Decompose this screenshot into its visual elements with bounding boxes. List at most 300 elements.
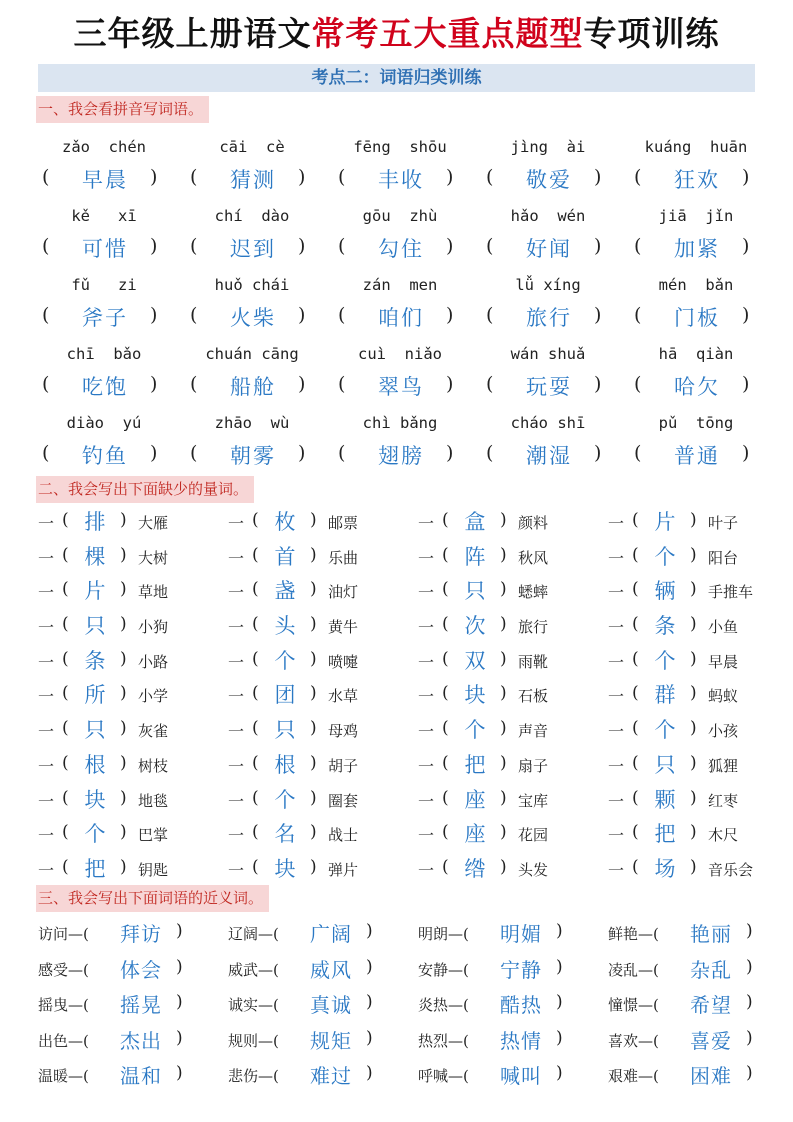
answer-word: 翠鸟 (378, 375, 424, 399)
measure-word-noun: 红枣 (708, 791, 739, 810)
measure-word-answer[interactable]: 群 (654, 683, 676, 708)
measure-word-row (38, 852, 778, 887)
synonym-prompt: 热烈—( (418, 1031, 469, 1050)
answer-box[interactable] (30, 164, 178, 194)
synonym-prompt: 摇曳—( (38, 996, 89, 1014)
synonym-answer[interactable]: 杰出 (120, 1028, 162, 1053)
synonym-answer[interactable]: 酷热 (500, 993, 542, 1017)
synonym-row (38, 987, 778, 1023)
synonym-answer[interactable]: 摇晃 (120, 993, 162, 1017)
answer-word: 斧子 (82, 306, 128, 330)
measure-word-answer[interactable]: 颗 (654, 787, 676, 812)
paren-right: ) (120, 544, 127, 565)
paren-left: ( (632, 648, 639, 669)
synonym-item (228, 1058, 418, 1093)
pinyin-text: zán men (362, 276, 438, 294)
measure-word-answer[interactable]: 个 (654, 648, 676, 673)
paren-left: ( (442, 683, 449, 704)
answer-box[interactable] (474, 233, 622, 263)
paren-right: ) (556, 1063, 563, 1083)
measure-prefix: 一 (38, 652, 55, 672)
synonym-item (418, 1023, 608, 1058)
paren-right: ) (176, 956, 183, 977)
answer-box[interactable] (326, 164, 474, 194)
measure-word-item (38, 609, 228, 643)
paren-left: ( (252, 614, 259, 635)
measure-word-noun: 早晨 (708, 652, 739, 671)
measure-word-noun: 小学 (138, 687, 169, 706)
synonym-answer[interactable]: 真诚 (310, 993, 352, 1017)
measure-word-noun: 叶子 (708, 514, 739, 532)
paren-right: ) (594, 166, 602, 188)
synonym-answer[interactable]: 广阔 (310, 922, 352, 946)
measure-word-answer[interactable]: 棵 (84, 544, 106, 569)
paren-left: ( (442, 648, 449, 669)
paren-right: ) (120, 614, 127, 635)
measure-word-item (228, 817, 418, 851)
pinyin-text: zhāo wù (214, 414, 290, 432)
synonym-prompt: 辽阔—( (228, 925, 279, 943)
answer-word: 旅行 (526, 306, 572, 330)
paren-right: ) (120, 683, 127, 704)
measure-word-row (38, 748, 778, 783)
measure-word-answer[interactable]: 个 (84, 822, 106, 847)
paren-right: ) (150, 304, 158, 326)
synonym-prompt: 安静—( (418, 960, 469, 979)
measure-word-item (228, 852, 418, 886)
paren-right: ) (500, 787, 507, 808)
measure-prefix: 一 (228, 791, 245, 811)
paren-right: ) (310, 822, 317, 843)
answer-box[interactable] (30, 233, 178, 263)
paren-left: ( (252, 683, 259, 704)
answer-word: 迟到 (230, 237, 276, 261)
section-heading-pinyin: 一、我会看拼音写词语。 (36, 96, 209, 123)
paren-left: ( (632, 579, 639, 600)
pinyin-item (30, 130, 178, 199)
measure-word-item (38, 748, 228, 782)
synonym-grid (38, 916, 778, 1094)
measure-word-answer[interactable]: 块 (464, 683, 486, 708)
measure-word-item (608, 678, 793, 712)
measure-prefix: 一 (418, 583, 435, 603)
measure-prefix: 一 (608, 514, 625, 533)
answer-box[interactable] (474, 164, 622, 194)
paren-left: ( (62, 787, 69, 808)
synonym-item (38, 987, 228, 1022)
synonym-prompt: 明朗—( (418, 925, 469, 943)
measure-word-item (608, 505, 793, 539)
measure-word-noun: 喷嚏 (328, 652, 359, 671)
paren-right: ) (556, 992, 563, 1012)
answer-box[interactable] (474, 302, 622, 332)
measure-word-item (228, 713, 418, 747)
paren-right: ) (310, 856, 317, 877)
measure-prefix: 一 (38, 687, 55, 707)
measure-word-answer[interactable]: 根 (274, 752, 296, 777)
measure-word-answer[interactable]: 只 (654, 752, 676, 777)
pinyin-text: chuán cāng (205, 345, 299, 363)
pinyin-text: chí dào (214, 207, 290, 225)
synonym-answer[interactable]: 温和 (120, 1064, 162, 1088)
paren-right: ) (120, 510, 127, 530)
measure-word-answer[interactable]: 团 (274, 683, 296, 708)
measure-word-noun: 母鸡 (328, 722, 359, 741)
measure-prefix: 一 (418, 514, 435, 533)
synonym-answer[interactable]: 喊叫 (500, 1064, 542, 1088)
measure-prefix: 一 (418, 791, 435, 811)
measure-word-answer[interactable]: 盒 (464, 510, 486, 534)
measure-word-answer[interactable]: 排 (84, 510, 106, 534)
paren-right: ) (298, 442, 306, 464)
paren-right: ) (690, 648, 697, 669)
page-title (0, 12, 793, 56)
paren-left: ( (442, 822, 449, 843)
synonym-prompt: 出色—( (38, 1031, 89, 1050)
paren-right: ) (690, 579, 697, 600)
pinyin-item (178, 130, 326, 199)
measure-word-noun: 战士 (328, 826, 359, 845)
paren-right: ) (690, 510, 697, 530)
measure-word-answer[interactable]: 片 (654, 510, 676, 534)
measure-word-row (38, 783, 778, 818)
paren-right: ) (500, 579, 507, 600)
answer-word: 狂欢 (674, 168, 720, 192)
pinyin-text: jiā jǐn (658, 207, 734, 225)
measure-prefix: 一 (38, 618, 55, 638)
pinyin-item (326, 130, 474, 199)
paren-left: ( (486, 235, 494, 257)
paren-right: ) (500, 648, 507, 669)
answer-box[interactable] (622, 371, 770, 401)
measure-word-answer[interactable]: 块 (84, 787, 106, 812)
paren-left: ( (252, 787, 259, 808)
measure-prefix: 一 (418, 722, 435, 742)
pinyin-item (326, 406, 474, 475)
measure-word-answer[interactable]: 把 (464, 752, 486, 777)
measure-word-answer[interactable]: 个 (274, 648, 296, 673)
measure-word-answer[interactable]: 枚 (274, 510, 296, 534)
pinyin-item (178, 406, 326, 475)
paren-left: ( (252, 579, 259, 600)
measure-word-answer[interactable]: 条 (84, 648, 106, 673)
paren-left: ( (632, 822, 639, 843)
synonym-prompt: 凌乱—( (608, 960, 659, 979)
measure-prefix: 一 (418, 860, 435, 880)
measure-word-answer[interactable]: 把 (654, 822, 676, 847)
measure-word-answer[interactable]: 只 (84, 614, 106, 639)
measure-word-answer[interactable]: 只 (274, 718, 296, 743)
paren-left: ( (442, 787, 449, 808)
measure-word-grid (38, 505, 778, 887)
measure-word-item (38, 505, 228, 539)
synonym-answer[interactable]: 杂乱 (690, 957, 732, 982)
measure-word-answer[interactable]: 只 (84, 718, 106, 743)
measure-prefix: 一 (608, 756, 625, 776)
paren-right: ) (690, 718, 697, 739)
measure-word-answer[interactable]: 盏 (274, 579, 296, 604)
answer-box[interactable] (326, 302, 474, 332)
measure-word-answer[interactable]: 座 (464, 822, 486, 847)
paren-right: ) (594, 304, 602, 326)
measure-word-noun: 狐狸 (708, 756, 739, 775)
synonym-answer[interactable]: 明媚 (500, 922, 542, 946)
synonym-answer[interactable]: 宁静 (500, 957, 542, 982)
paren-left: ( (62, 544, 69, 565)
measure-word-noun: 小狗 (138, 618, 169, 637)
paren-left: ( (42, 442, 50, 464)
answer-box[interactable] (326, 233, 474, 263)
pinyin-item (622, 406, 770, 475)
measure-prefix: 一 (228, 826, 245, 846)
answer-word: 早晨 (82, 168, 128, 192)
measure-prefix: 一 (228, 756, 245, 776)
paren-right: ) (310, 510, 317, 530)
measure-word-item (608, 852, 793, 886)
synonym-answer[interactable]: 规矩 (310, 1028, 352, 1053)
pinyin-item (474, 199, 622, 268)
measure-word-answer[interactable]: 只 (464, 579, 486, 604)
paren-left: ( (442, 544, 449, 565)
paren-right: ) (556, 921, 563, 941)
pinyin-row (30, 199, 770, 268)
synonym-prompt: 鲜艳—( (608, 925, 659, 943)
synonym-prompt: 呼喊—( (418, 1067, 469, 1085)
measure-word-item (228, 678, 418, 712)
measure-word-answer[interactable]: 头 (274, 614, 296, 639)
paren-left: ( (62, 648, 69, 669)
paren-right: ) (120, 856, 127, 877)
answer-box[interactable] (178, 164, 326, 194)
answer-word: 可惜 (82, 237, 128, 261)
answer-box[interactable] (30, 440, 178, 470)
measure-prefix: 一 (228, 548, 245, 568)
paren-left: ( (190, 235, 198, 257)
paren-right: ) (446, 235, 454, 257)
paren-right: ) (310, 579, 317, 600)
paren-right: ) (742, 373, 750, 395)
pinyin-text: mén bǎn (658, 276, 734, 294)
synonym-item (418, 952, 608, 987)
answer-box[interactable] (30, 302, 178, 332)
measure-word-answer[interactable]: 所 (84, 683, 106, 708)
paren-left: ( (190, 373, 198, 395)
answer-box[interactable] (30, 371, 178, 401)
measure-word-item (228, 783, 418, 817)
paren-right: ) (746, 956, 753, 977)
measure-word-noun: 油灯 (328, 583, 359, 602)
measure-word-answer[interactable]: 双 (464, 648, 486, 673)
synonym-answer[interactable]: 威风 (310, 957, 352, 982)
measure-prefix: 一 (228, 514, 245, 533)
answer-box[interactable] (622, 440, 770, 470)
measure-word-item (608, 783, 793, 817)
paren-right: ) (690, 752, 697, 773)
answer-word: 翅膀 (378, 444, 424, 468)
measure-word-noun: 头发 (518, 860, 549, 879)
paren-right: ) (500, 544, 507, 565)
synonym-item (608, 952, 793, 987)
synonym-row (38, 1058, 778, 1094)
measure-prefix: 一 (418, 687, 435, 707)
paren-right: ) (690, 614, 697, 635)
synonym-answer[interactable]: 喜爱 (690, 1028, 732, 1053)
answer-word: 普通 (674, 444, 720, 468)
measure-word-answer[interactable]: 辆 (654, 579, 676, 604)
measure-word-answer[interactable]: 片 (84, 579, 106, 604)
measure-prefix: 一 (608, 826, 625, 846)
pinyin-text: kě xī (71, 207, 137, 225)
measure-word-answer[interactable]: 块 (274, 856, 296, 881)
paren-right: ) (500, 510, 507, 530)
measure-word-item (38, 540, 228, 574)
paren-left: ( (634, 304, 642, 326)
measure-prefix: 一 (38, 791, 55, 811)
paren-left: ( (338, 304, 346, 326)
paren-left: ( (634, 166, 642, 188)
pinyin-text: jìng ài (510, 138, 586, 156)
synonym-item (228, 952, 418, 987)
pinyin-item (326, 199, 474, 268)
pinyin-item (326, 337, 474, 406)
subtitle-banner: 考点二：词语归类训练 (38, 64, 755, 92)
synonym-item (228, 987, 418, 1022)
paren-right: ) (120, 718, 127, 739)
answer-box[interactable] (178, 371, 326, 401)
synonym-answer[interactable]: 热情 (500, 1028, 542, 1053)
measure-prefix: 一 (228, 860, 245, 880)
answer-word: 敬爱 (526, 168, 572, 192)
paren-left: ( (190, 304, 198, 326)
title-part1: 三年级上册语文 (73, 14, 312, 53)
paren-left: ( (632, 510, 639, 530)
pinyin-text: hǎo wén (510, 207, 586, 225)
answer-box[interactable] (622, 233, 770, 263)
measure-word-item (418, 609, 608, 643)
measure-prefix: 一 (608, 583, 625, 603)
answer-box[interactable] (622, 302, 770, 332)
measure-word-noun: 旅行 (518, 618, 549, 637)
measure-word-answer[interactable]: 根 (84, 752, 106, 777)
measure-word-answer[interactable]: 阵 (464, 544, 486, 569)
paren-left: ( (632, 752, 639, 773)
paren-right: ) (310, 718, 317, 739)
measure-word-item (38, 644, 228, 678)
synonym-item (38, 1023, 228, 1058)
measure-word-answer[interactable]: 次 (464, 614, 486, 639)
measure-word-noun: 水草 (328, 687, 359, 706)
paren-right: ) (298, 304, 306, 326)
synonym-answer[interactable]: 拜访 (120, 922, 162, 946)
paren-right: ) (742, 166, 750, 188)
synonym-prompt: 访问—( (38, 925, 89, 943)
paren-left: ( (632, 787, 639, 808)
synonym-answer[interactable]: 希望 (690, 993, 732, 1017)
answer-word: 加紧 (674, 237, 720, 261)
pinyin-item (474, 268, 622, 337)
paren-right: ) (120, 579, 127, 600)
measure-word-answer[interactable]: 座 (464, 787, 486, 812)
measure-word-answer[interactable]: 首 (274, 544, 296, 569)
measure-word-item (38, 852, 228, 886)
paren-left: ( (442, 718, 449, 739)
measure-word-noun: 阳台 (708, 548, 739, 567)
measure-word-answer[interactable]: 个 (654, 718, 676, 743)
measure-word-noun: 音乐会 (708, 860, 754, 879)
answer-box[interactable] (178, 440, 326, 470)
paren-left: ( (62, 683, 69, 704)
answer-box[interactable] (178, 302, 326, 332)
measure-word-answer[interactable]: 个 (464, 718, 486, 743)
answer-box[interactable] (474, 440, 622, 470)
synonym-answer[interactable]: 体会 (120, 957, 162, 982)
synonym-row (38, 916, 778, 952)
synonym-answer[interactable]: 难过 (310, 1064, 352, 1088)
measure-word-noun: 小孩 (708, 722, 739, 741)
measure-word-noun: 小路 (138, 652, 169, 671)
measure-prefix: 一 (608, 652, 625, 672)
measure-word-answer[interactable]: 名 (274, 822, 296, 847)
measure-prefix: 一 (38, 514, 55, 533)
measure-prefix: 一 (38, 548, 55, 568)
pinyin-item (30, 199, 178, 268)
measure-word-noun: 秋风 (518, 548, 549, 567)
pinyin-text: gōu zhù (362, 207, 438, 225)
paren-left: ( (632, 718, 639, 739)
paren-right: ) (446, 442, 454, 464)
pinyin-item (474, 130, 622, 199)
pinyin-text: hā qiàn (658, 345, 734, 363)
measure-word-noun: 手推车 (708, 583, 754, 602)
measure-word-item (418, 678, 608, 712)
measure-word-answer[interactable]: 绺 (464, 856, 486, 881)
measure-word-answer[interactable]: 个 (274, 787, 296, 812)
measure-word-noun: 灰雀 (138, 722, 169, 741)
measure-prefix: 一 (418, 826, 435, 846)
paren-left: ( (252, 544, 259, 565)
synonym-item (418, 1058, 608, 1093)
answer-box[interactable] (474, 371, 622, 401)
paren-right: ) (556, 1027, 563, 1048)
answer-word: 火柴 (230, 306, 276, 330)
paren-right: ) (310, 544, 317, 565)
paren-left: ( (338, 235, 346, 257)
measure-word-answer[interactable]: 把 (84, 856, 106, 881)
measure-word-answer[interactable]: 条 (654, 614, 676, 639)
pinyin-row (30, 268, 770, 337)
paren-right: ) (742, 442, 750, 464)
paren-left: ( (634, 442, 642, 464)
answer-box[interactable] (622, 164, 770, 194)
pinyin-text: lǚ xíng (515, 276, 581, 294)
answer-box[interactable] (178, 233, 326, 263)
measure-word-item (608, 540, 793, 574)
paren-right: ) (500, 718, 507, 739)
paren-left: ( (486, 442, 494, 464)
measure-word-answer[interactable]: 个 (654, 544, 676, 569)
answer-box[interactable] (326, 371, 474, 401)
pinyin-row (30, 130, 770, 199)
pinyin-item (30, 337, 178, 406)
measure-word-item (418, 574, 608, 608)
answer-word: 咱们 (378, 306, 424, 330)
measure-word-noun: 草地 (138, 583, 169, 602)
measure-word-answer[interactable]: 场 (654, 856, 676, 881)
synonym-answer[interactable]: 困难 (690, 1064, 732, 1088)
synonym-answer[interactable]: 艳丽 (690, 922, 732, 946)
answer-box[interactable] (326, 440, 474, 470)
synonym-row (38, 952, 778, 988)
